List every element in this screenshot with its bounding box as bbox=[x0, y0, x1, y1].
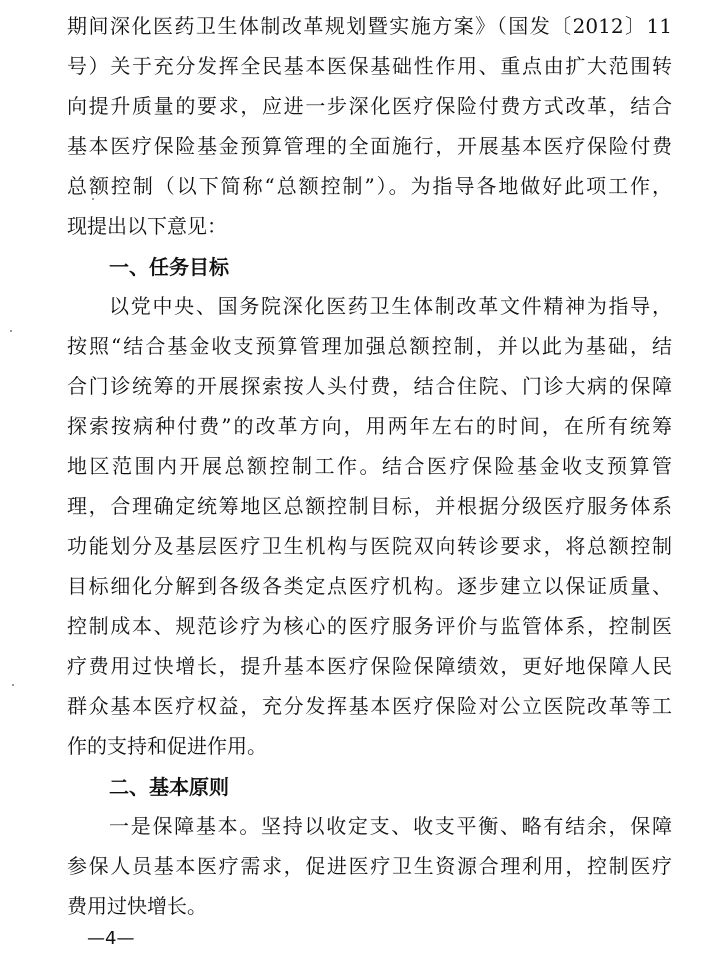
paragraph-1-line: 总额控制（以下简称“总额控制”）。为指导各地做好此项工作， bbox=[67, 174, 672, 198]
paragraph-1-line: 现提出以下意见： bbox=[67, 214, 227, 238]
paragraph-2-line: 地区范围内开展总额控制工作。结合医疗保险基金收支预算管 bbox=[67, 454, 672, 478]
paragraph-3-line: 一是保障基本。坚持以收定支、收支平衡、略有结余，保障 bbox=[109, 814, 672, 838]
paragraph-3-line: 费用过快增长。 bbox=[67, 894, 207, 918]
paragraph-3-line: 参保人员基本医疗需求，促进医疗卫生资源合理利用，控制医疗 bbox=[67, 854, 672, 878]
paragraph-2-line: 目标细化分解到各级各类定点医疗机构。逐步建立以保证质量、 bbox=[67, 574, 672, 598]
paragraph-2-line: 合门诊统筹的开展探索按人头付费，结合住院、门诊大病的保障 bbox=[67, 374, 672, 398]
scan-speck bbox=[12, 684, 14, 686]
paragraph-2-line: 作的支持和促进作用。 bbox=[67, 734, 267, 758]
scan-speck bbox=[92, 198, 94, 200]
paragraph-1-line: 基本医疗保险基金预算管理的全面施行，开展基本医疗保险付费 bbox=[67, 134, 672, 158]
paragraph-2-line: 理，合理确定统筹地区总额控制目标，并根据分级医疗服务体系 bbox=[67, 494, 672, 518]
paragraph-2-line: 群众基本医疗权益，充分发挥基本医疗保险对公立医院改革等工 bbox=[67, 694, 672, 718]
paragraph-2-line: 控制成本、规范诊疗为核心的医疗服务评价与监管体系，控制医 bbox=[67, 614, 672, 638]
paragraph-2-line: 疗费用过快增长，提升基本医疗保险保障绩效，更好地保障人民 bbox=[67, 654, 672, 678]
scan-speck bbox=[10, 330, 12, 332]
paragraph-2-line: 以党中央、国务院深化医药卫生体制改革文件精神为指导， bbox=[109, 294, 672, 318]
section-heading-task-goals: 一、任务目标 bbox=[109, 255, 229, 279]
paragraph-1-line: 期间深化医药卫生体制改革规划暨实施方案》（国发〔2012〕11 bbox=[67, 14, 672, 38]
paragraph-2-line: 按照“结合基金收支预算管理加强总额控制，并以此为基础，结 bbox=[67, 334, 672, 358]
paragraph-1-line: 向提升质量的要求，应进一步深化医疗保险付费方式改革，结合 bbox=[67, 94, 672, 118]
paragraph-2-line: 探索按病种付费”的改革方向，用两年左右的时间，在所有统筹 bbox=[67, 414, 672, 438]
section-heading-basic-principles: 二、基本原则 bbox=[109, 775, 229, 799]
paragraph-2-line: 功能划分及基层医疗卫生机构与医院双向转诊要求，将总额控制 bbox=[67, 534, 672, 558]
page-number: —4— bbox=[87, 928, 135, 949]
paragraph-1-line: 号）关于充分发挥全民基本医保基础性作用、重点由扩大范围转 bbox=[67, 54, 672, 78]
